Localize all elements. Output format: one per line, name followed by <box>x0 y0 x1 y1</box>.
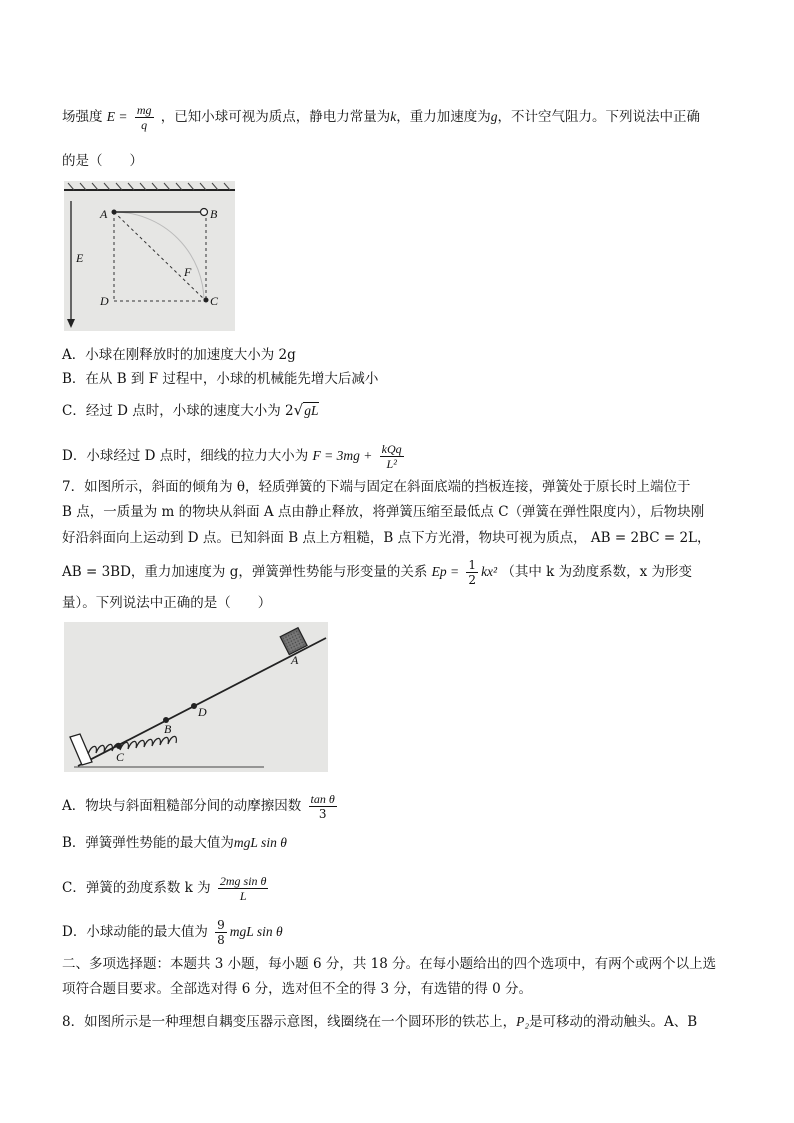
q8-stem-line-1: 8．如图所示是一种理想自耦变压器示意图，线圈绕在一个圆环形的铁芯上，P₂是可移动的滑动触头。A、B <box>62 1014 698 1030</box>
label-C: C <box>210 294 219 308</box>
q7-option-c: C．弹簧的劲度系数 k 为 $\frac{\text{2mg sin θ}}{L}$ <box>62 874 267 903</box>
q6-figure <box>64 181 235 331</box>
label-F: F <box>184 265 192 279</box>
q7-stem-line-4: AB = 3BD，重力加速度为 g，弹簧弹性势能与形变量的关系 Ep = $\frac{1}{2}$ kx² （其中 k 为劲度系数，x 为形变 <box>62 558 693 587</box>
section2-line-1: 二、多项选择题：本题共 3 小题，每小题 6 分，共 18 分。在每小题给出的四个选项中，有两个或两个以上选 <box>62 956 717 972</box>
q7-stem-line-2: B 点，一质量为 m 的物块从斜面 A 点由静止释放，将弹簧压缩至最低点 C（弹簧在弹性限度内），后物块刚 <box>62 504 705 520</box>
q6-stem-line-2: 的是（ ） <box>62 153 143 169</box>
q7-option-d: D．小球动能的最大值为 $\frac{9}{8}$ mgL sin θ <box>62 918 283 947</box>
q6-option-a: A．小球在刚释放时的加速度大小为 2g <box>62 347 296 363</box>
q7-option-b: B．弹簧弹性势能的最大值为mgL sin θ <box>62 835 287 851</box>
q7-stem-line-1: 7．如图所示，斜面的倾角为 θ，轻质弹簧的下端与固定在斜面底端的挡板连接，弹簧处于原长时上端位于 <box>62 479 691 495</box>
q7-figure <box>64 622 328 772</box>
q6-option-b: B．在从 B 到 F 过程中，小球的机械能先增大后减小 <box>62 371 379 387</box>
q6-option-d: D．小球经过 D 点时，细线的拉力大小为 F = 3mg + $\frac{\text{kQq}}{\text{L²}}$ <box>62 442 402 471</box>
label-E: E <box>76 251 84 265</box>
label-B: B <box>210 207 218 221</box>
label-A: A <box>100 207 108 221</box>
label-D: D <box>100 294 109 308</box>
q7-stem-line-3: 好沿斜面向上运动到 D 点。已知斜面 B 点上方粗糙，B 点下方光滑，物块可视为质点， AB = 2BC = 2L， <box>62 530 711 546</box>
q6-stem-line-1: 场强度 E = $\frac{mg}{q}$ ，已知小球可视为质点，静电力常量为k，重力加速度为g，不计空气阻力。下列说法中正确 <box>62 103 701 132</box>
q6-option-c: C．经过 D 点时，小球的速度大小为 2√gL <box>62 401 319 419</box>
label-B: B <box>164 722 172 736</box>
label-C: C <box>116 750 125 764</box>
label-A: A <box>291 653 299 667</box>
field-fraction: $\frac{mg}{q}$ <box>136 103 152 132</box>
label-D: D <box>198 705 207 719</box>
q7-diagram <box>64 622 328 772</box>
q7-option-a: A．物块与斜面粗糙部分间的动摩擦因数 $\frac{\text{tan θ}}{3}$ <box>62 792 335 821</box>
q7-stem-line-5: 量）。下列说法中正确的是（ ） <box>62 595 272 611</box>
section2-line-2: 项符合题目要求。全部选对得 6 分，选对但不全的得 3 分，有选错的得 0 分。 <box>62 981 533 997</box>
